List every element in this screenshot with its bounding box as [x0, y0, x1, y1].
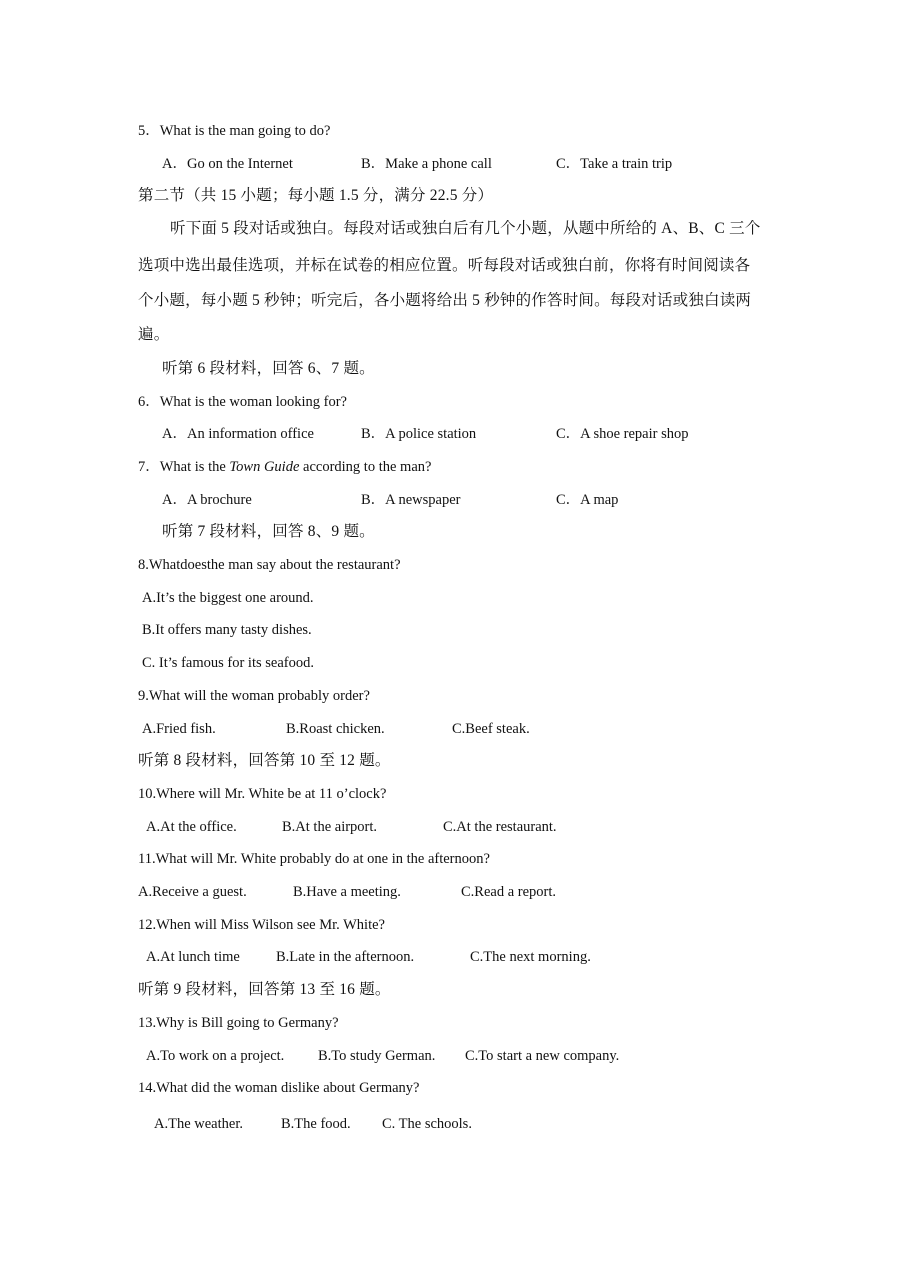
q13-option-c: C.To start a new company.: [465, 1048, 620, 1064]
section-2-instruction-line-3: 个小题，每小题 5 秒钟；听完后，各小题将给出 5 秒钟的作答时间。每段对话或独白读两: [138, 292, 752, 309]
question-12: 12.When will Miss Wilson see Mr. White?: [138, 917, 385, 933]
q7-option-b: B．A newspaper: [361, 492, 461, 508]
section-2-heading: 第二节（共 15 小题；每小题 1.5 分，满分 22.5 分）: [138, 187, 494, 204]
q11-option-a: A.Receive a guest.: [138, 884, 247, 900]
q10-option-b: B.At the airport.: [282, 819, 378, 835]
question-11: 11.What will Mr. White probably do at one in the afternoon?: [138, 851, 490, 867]
q6-option-c: C．A shoe repair shop: [556, 426, 689, 442]
question-5: 5．What is the man going to do?: [138, 123, 331, 139]
material-8-heading: 听第 8 段材料，回答第 10 至 12 题。: [138, 752, 391, 769]
q12-option-b: B.Late in the afternoon.: [276, 949, 415, 965]
question-6: 6．What is the woman looking for?: [138, 394, 347, 410]
question-7-suffix: according to the man?: [299, 459, 432, 475]
q13-option-b: B.To study German.: [318, 1048, 436, 1064]
material-6-heading: 听第 6 段材料，回答 6、7 题。: [162, 360, 375, 377]
q12-option-c: C.The next morning.: [470, 949, 591, 965]
q14-option-a: A.The weather.: [154, 1116, 243, 1132]
q12-option-a: A.At lunch time: [146, 949, 240, 965]
q11-option-c: C.Read a report.: [461, 884, 557, 900]
q5-option-c: C．Take a train trip: [556, 156, 673, 172]
q6-option-a: A．An information office: [162, 426, 314, 442]
q5-option-b: B．Make a phone call: [361, 156, 492, 172]
q8-option-b: B.It offers many tasty dishes.: [142, 622, 312, 638]
material-9-heading: 听第 9 段材料，回答第 13 至 16 题。: [138, 981, 391, 998]
q9-option-c: C.Beef steak.: [452, 721, 530, 737]
q11-option-b: B.Have a meeting.: [293, 884, 401, 900]
q8-option-c: C. It’s famous for its seafood.: [142, 655, 314, 671]
q9-option-a: A.Fried fish.: [142, 721, 216, 737]
section-2-instruction-line-1: 听下面 5 段对话或独白。每段对话或独白后有几个小题，从题中所给的 A、B、C 三个: [170, 220, 761, 237]
question-10: 10.Where will Mr. White be at 11 o’clock?: [138, 786, 387, 802]
q14-option-b: B.The food.: [281, 1116, 351, 1132]
question-9: 9.What will the woman probably order?: [138, 688, 370, 704]
q10-option-a: A.At the office.: [146, 819, 237, 835]
q5-option-a: A．Go on the Internet: [162, 156, 293, 172]
q13-option-a: A.To work on a project.: [146, 1048, 285, 1064]
q6-option-b: B．A police station: [361, 426, 477, 442]
section-2-instruction-line-4: 遍。: [138, 326, 170, 343]
q8-option-a: A.It’s the biggest one around.: [142, 590, 314, 606]
question-13: 13.Why is Bill going to Germany?: [138, 1015, 339, 1031]
q7-option-a: A．A brochure: [162, 492, 252, 508]
question-7-title-italic: Town Guide: [229, 459, 300, 475]
q9-option-b: B.Roast chicken.: [286, 721, 385, 737]
material-7-heading: 听第 7 段材料，回答 8、9 题。: [162, 523, 375, 540]
q7-option-c: C．A map: [556, 492, 619, 508]
question-8: 8.Whatdoesthe man say about the restaurant?: [138, 557, 401, 573]
question-7-prefix: 7．What is the: [138, 459, 230, 475]
q10-option-c: C.At the restaurant.: [443, 819, 557, 835]
question-7: [138, 457, 431, 477]
q14-option-c: C. The schools.: [382, 1116, 472, 1132]
question-14: 14.What did the woman dislike about Germany?: [138, 1080, 420, 1096]
section-2-instruction-line-2: 选项中选出最佳选项，并标在试卷的相应位置。听每段对话或独白前，你将有时间阅读各: [138, 257, 751, 274]
